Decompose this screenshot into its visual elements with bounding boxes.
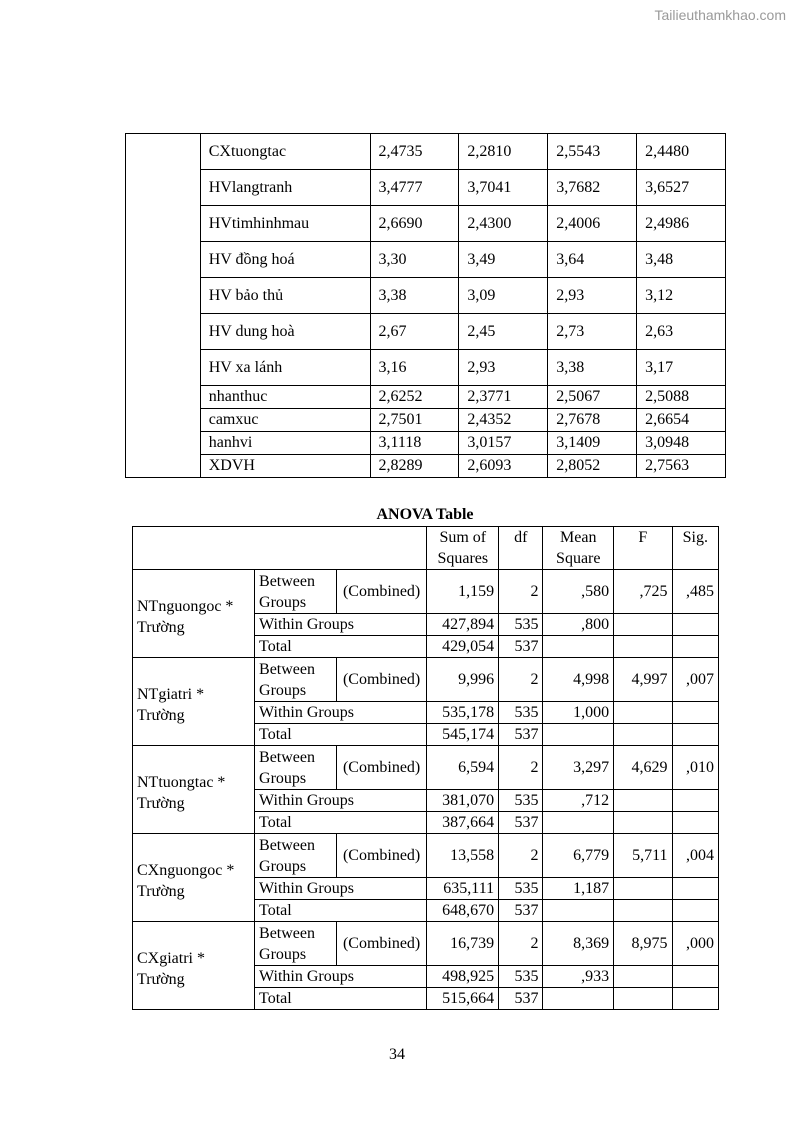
cell-value: 3,0948 [637,432,726,455]
ss-value: 515,664 [427,988,499,1010]
cell-value: 2,6654 [637,409,726,432]
cell-value: 2,63 [637,314,726,350]
cell-value: 2,93 [548,278,637,314]
cell-value: 3,38 [370,278,459,314]
cell-value: 3,49 [459,242,548,278]
cell-value: 2,5088 [637,386,726,409]
empty-cell [672,724,718,746]
total-label: Total [255,636,427,658]
ms-value: 1,187 [543,878,614,900]
empty-cell [672,790,718,812]
table-row [126,278,726,314]
empty-cell [672,878,718,900]
row-label: HVlangtranh [200,170,370,206]
ss-value: 6,594 [427,746,499,790]
table-row [133,746,719,790]
ms-value: 6,779 [543,834,614,878]
ss-value: 648,670 [427,900,499,922]
ms-value: 4,998 [543,658,614,702]
combined-label: (Combined) [336,834,427,878]
ms-value: ,933 [543,966,614,988]
page-number: 34 [389,1046,405,1063]
ss-value: 9,996 [427,658,499,702]
cell-value: 3,1118 [370,432,459,455]
cell-value: 3,48 [637,242,726,278]
ss-value: 13,558 [427,834,499,878]
within-groups-label: Within Groups [255,614,427,636]
header-sig: Sig. [672,527,718,570]
combined-label: (Combined) [336,746,427,790]
cell-value: 3,4777 [370,170,459,206]
cell-value: 3,09 [459,278,548,314]
cell-value: 3,38 [548,350,637,386]
table-row [126,314,726,350]
cell-value: 2,4300 [459,206,548,242]
table-row [126,386,726,409]
cell-value: 3,1409 [548,432,637,455]
cell-value: 3,12 [637,278,726,314]
cell-value: 3,30 [370,242,459,278]
ss-value: 387,664 [427,812,499,834]
between-groups-label: Between Groups [255,570,337,614]
cell-value: 3,17 [637,350,726,386]
cell-value: 2,5067 [548,386,637,409]
empty-cell [614,614,672,636]
header-df: df [499,527,543,570]
ss-value: 635,111 [427,878,499,900]
empty-cell [614,900,672,922]
table-row [133,570,719,614]
row-label: hanhvi [200,432,370,455]
df-value: 535 [499,790,543,812]
cell-value: 2,6690 [370,206,459,242]
sig-value: ,007 [672,658,718,702]
cell-value: 2,6093 [459,455,548,478]
empty-cell [543,988,614,1010]
row-label: nhanthuc [200,386,370,409]
df-value: 537 [499,812,543,834]
table-row [126,409,726,432]
empty-cell [672,812,718,834]
row-label: HV đồng hoá [200,242,370,278]
sig-value: ,485 [672,570,718,614]
cell-value: 2,93 [459,350,548,386]
cell-value: 2,67 [370,314,459,350]
between-groups-label: Between Groups [255,834,337,878]
table-row [126,206,726,242]
cell-value: 2,3771 [459,386,548,409]
cell-value: 2,7501 [370,409,459,432]
df-value: 535 [499,614,543,636]
cell-value: 2,4006 [548,206,637,242]
empty-cell [543,812,614,834]
row-label: camxuc [200,409,370,432]
cell-value: 2,73 [548,314,637,350]
cell-value: 2,4986 [637,206,726,242]
empty-cell [543,636,614,658]
df-value: 537 [499,724,543,746]
header-row [133,527,719,570]
empty-cell [543,900,614,922]
cell-value: 2,2810 [459,134,548,170]
table-row [126,242,726,278]
df-value: 2 [499,746,543,790]
header-sum-of-squares: Sum of Squares [427,527,499,570]
table-row [126,350,726,386]
df-value: 535 [499,878,543,900]
total-label: Total [255,724,427,746]
cell-value: 3,64 [548,242,637,278]
within-groups-label: Within Groups [255,966,427,988]
ms-value: 3,297 [543,746,614,790]
empty-cell [614,790,672,812]
empty-cell [614,988,672,1010]
df-value: 2 [499,834,543,878]
within-groups-label: Within Groups [255,702,427,724]
f-value: 5,711 [614,834,672,878]
df-value: 2 [499,658,543,702]
ms-value: ,712 [543,790,614,812]
row-label: HV xa lánh [200,350,370,386]
sig-value: ,010 [672,746,718,790]
empty-cell [672,900,718,922]
f-value: 4,629 [614,746,672,790]
anova-table [132,526,719,1010]
ms-value: 8,369 [543,922,614,966]
row-label: CXtuongtac [200,134,370,170]
empty-cell [614,636,672,658]
ss-value: 1,159 [427,570,499,614]
table-row [126,170,726,206]
f-value: ,725 [614,570,672,614]
f-value: 8,975 [614,922,672,966]
anova-table-title: ANOVA Table [376,506,474,523]
merged-blank-cell [126,134,201,478]
df-value: 537 [499,900,543,922]
between-groups-label: Between Groups [255,922,337,966]
sig-value: ,000 [672,922,718,966]
empty-cell [614,966,672,988]
empty-cell [614,724,672,746]
f-value: 4,997 [614,658,672,702]
total-label: Total [255,988,427,1010]
table-row [133,658,719,702]
within-groups-label: Within Groups [255,790,427,812]
empty-cell [614,702,672,724]
cell-value: 2,8052 [548,455,637,478]
table-row [126,432,726,455]
ss-value: 381,070 [427,790,499,812]
between-groups-label: Between Groups [255,658,337,702]
empty-cell [672,614,718,636]
cell-value: 2,4735 [370,134,459,170]
table-row [126,455,726,478]
header-blank [133,527,427,570]
df-value: 537 [499,988,543,1010]
cell-value: 2,5543 [548,134,637,170]
between-groups-label: Between Groups [255,746,337,790]
table-row [126,134,726,170]
cell-value: 3,16 [370,350,459,386]
empty-cell [672,636,718,658]
row-label: HV bảo thủ [200,278,370,314]
df-value: 2 [499,922,543,966]
total-label: Total [255,900,427,922]
ss-value: 16,739 [427,922,499,966]
variable-label: NTnguongoc * Trường [133,570,255,658]
df-value: 2 [499,570,543,614]
variable-label: NTgiatri * Trường [133,658,255,746]
within-groups-label: Within Groups [255,878,427,900]
df-value: 537 [499,636,543,658]
cell-value: 2,8289 [370,455,459,478]
empty-cell [543,724,614,746]
row-label: XDVH [200,455,370,478]
empty-cell [614,878,672,900]
variable-label: CXnguongoc * Trường [133,834,255,922]
table-row [133,922,719,966]
descriptives-table [125,133,726,478]
cell-value: 2,7563 [637,455,726,478]
row-label: HVtimhinhmau [200,206,370,242]
ss-value: 545,174 [427,724,499,746]
ss-value: 498,925 [427,966,499,988]
total-label: Total [255,812,427,834]
cell-value: 3,7682 [548,170,637,206]
variable-label: NTtuongtac * Trường [133,746,255,834]
cell-value: 3,0157 [459,432,548,455]
empty-cell [614,812,672,834]
df-value: 535 [499,966,543,988]
combined-label: (Combined) [336,922,427,966]
empty-cell [672,988,718,1010]
ss-value: 535,178 [427,702,499,724]
table-row [133,834,719,878]
cell-value: 2,6252 [370,386,459,409]
cell-value: 2,4480 [637,134,726,170]
ms-value: ,580 [543,570,614,614]
row-label: HV dung hoà [200,314,370,350]
header-mean-square: Mean Square [543,527,614,570]
empty-cell [672,966,718,988]
cell-value: 2,45 [459,314,548,350]
variable-label: CXgiatri * Trường [133,922,255,1010]
ms-value: ,800 [543,614,614,636]
cell-value: 3,6527 [637,170,726,206]
combined-label: (Combined) [336,658,427,702]
sig-value: ,004 [672,834,718,878]
ss-value: 429,054 [427,636,499,658]
ss-value: 427,894 [427,614,499,636]
cell-value: 2,7678 [548,409,637,432]
combined-label: (Combined) [336,570,427,614]
empty-cell [672,702,718,724]
df-value: 535 [499,702,543,724]
cell-value: 3,7041 [459,170,548,206]
watermark-text: Tailieuthamkhao.com [654,7,786,23]
ms-value: 1,000 [543,702,614,724]
header-f: F [614,527,672,570]
cell-value: 2,4352 [459,409,548,432]
